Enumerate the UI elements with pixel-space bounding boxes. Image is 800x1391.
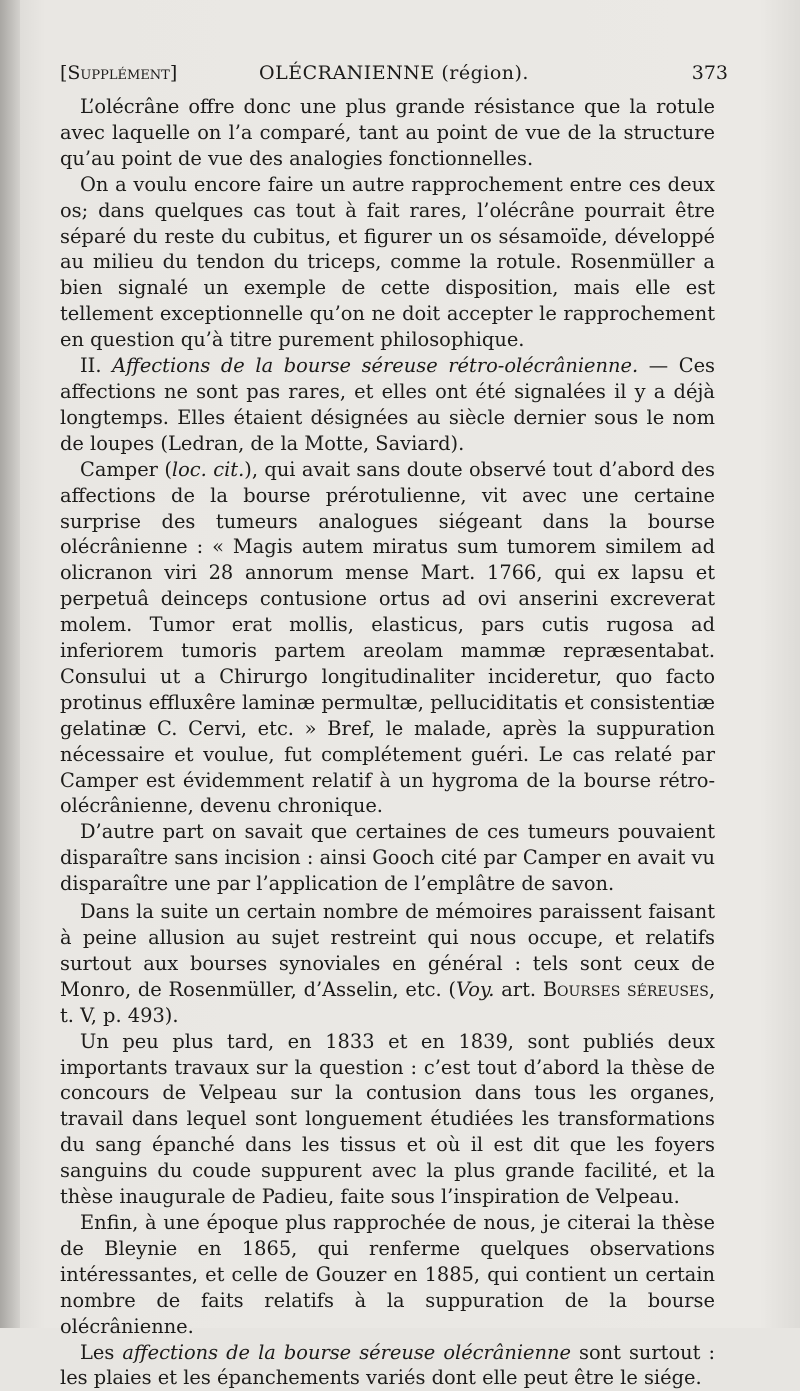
paragraph-3 bbox=[60, 353, 715, 457]
paragraph-9 bbox=[60, 1340, 715, 1391]
header-section-label: [Supplément] bbox=[60, 58, 177, 88]
header-title: OLÉCRANIENNE (région). bbox=[60, 58, 728, 88]
running-header bbox=[60, 58, 728, 88]
page-number: 373 bbox=[692, 58, 728, 88]
paragraph-6-text-c: , t. V, p. 493). bbox=[60, 978, 715, 1027]
paragraph-6 bbox=[60, 899, 715, 1029]
paragraph-4-text-b: ), qui avait sans doute observé tout d’abord des affections de la bourse prérotulienne, vit avec une certaine surprise des tumeurs analogues siégeant dans la bourse olécrânienne : « Magis autem miratus sum tumorem similem ad olicranon viri 28 annorum mense Mart. 1766, qui ex lapsu et perpetuâ deinceps contusione ortus ad ovi anserini excreverat molem. Tumor erat mollis, elasticus, pars cutis rugosa ad inferiorem tumoris partem areolam mammæ repræsentabat. Consului ut a Chirurgo longitudinaliter incideretur, quo facto protinus effluxêre laminæ permultæ, pelluciditatis et consistentiæ gelatinæ C. Cervi, etc. » Bref, le malade, après la suppuration nécessaire et voulue, fut complétement guéri. Le cas relaté par Camper est évidemment relatif à un hygroma de la bourse rétro-olécrânienne, devenu chronique. bbox=[60, 458, 715, 818]
section-heading: Affections de la bourse séreuse rétro-olécrânienne. bbox=[112, 354, 638, 377]
cross-reference: Bourses séreuses bbox=[543, 978, 709, 1001]
paragraph-4 bbox=[60, 457, 715, 820]
paragraph-3-text: — Ces affections ne sont pas rares, et elles ont été signalées il y a déjà longtemps. Elles étaient désignées au siècle dernier sous le nom de loupes (Ledran, de la Motte, Saviard). bbox=[60, 354, 715, 455]
paragraph-4-text-a: Camper ( bbox=[80, 458, 172, 481]
emphasis-affections: affections de la bourse séreuse olécrânienne bbox=[122, 1341, 571, 1364]
citation-voy: Voy. bbox=[456, 978, 494, 1001]
paragraph-9-text-b: sont surtout : les plaies et les épanchements variés dont elle peut être le siége. bbox=[60, 1341, 715, 1390]
paragraph-8: Enfin, à une époque plus rapprochée de nous, je citerai la thèse de Bleynie en 1865, qui renferme quelques observations intéressantes, et celle de Gouzer en 1885, qui contient un certain nombre de faits relatifs à la suppuration de la bourse olécrânienne. bbox=[60, 1210, 715, 1340]
paragraph-6-text-a: Dans la suite un certain nombre de mémoires paraissent faisant à peine allusion au sujet restreint qui nous occupe, et relatifs surtout aux bourses synoviales en général : tels sont ceux de Monro, de Rosenmüller, d’Asselin, etc. ( bbox=[60, 900, 715, 1001]
paragraph-9-text-a: Les bbox=[80, 1341, 122, 1364]
paragraph-7: Un peu plus tard, en 1833 et en 1839, sont publiés deux importants travaux sur la question : c’est tout d’abord la thèse de concours de Velpeau sur la contusion dans tous les organes, travail dans lequel sont longuement étudiées les transformations du sang épanché dans les tissus et où il est dit que les foyers sanguins du coude suppurent avec la plus grande facilité, et la thèse inaugurale de Padieu, faite sous l’inspiration de Velpeau. bbox=[60, 1029, 715, 1210]
paragraph-2: On a voulu encore faire un autre rapprochement entre ces deux os; dans quelques cas tout à fait rares, l’olécrâne pourrait être séparé du reste du cubitus, et figurer un os sésamoïde, développé au milieu du tendon du triceps, comme la rotule. Rosenmüller a bien signalé un exemple de cette disposition, mais elle est tellement exceptionnelle qu’on ne doit accepter le rapprochement en question qu’à titre purement philosophique. bbox=[60, 172, 715, 353]
paragraph-5: D’autre part on savait que certaines de ces tumeurs pouvaient disparaître sans incision : ainsi Gooch cité par Camper en avait vu disparaître une par l’application de l’emplâtre de savon. bbox=[60, 819, 715, 897]
body-text bbox=[60, 94, 715, 1391]
section-number: II. bbox=[80, 354, 112, 377]
paragraph-6-text-b: art. bbox=[494, 978, 542, 1001]
citation-loc-cit: loc. cit. bbox=[172, 458, 244, 481]
page-gutter-shadow bbox=[0, 0, 20, 1328]
paragraph-1: L’olécrâne offre donc une plus grande résistance que la rotule avec laquelle on l’a comparé, tant au point de vue de la structure qu’au point de vue des analogies fonctionnelles. bbox=[60, 94, 715, 172]
